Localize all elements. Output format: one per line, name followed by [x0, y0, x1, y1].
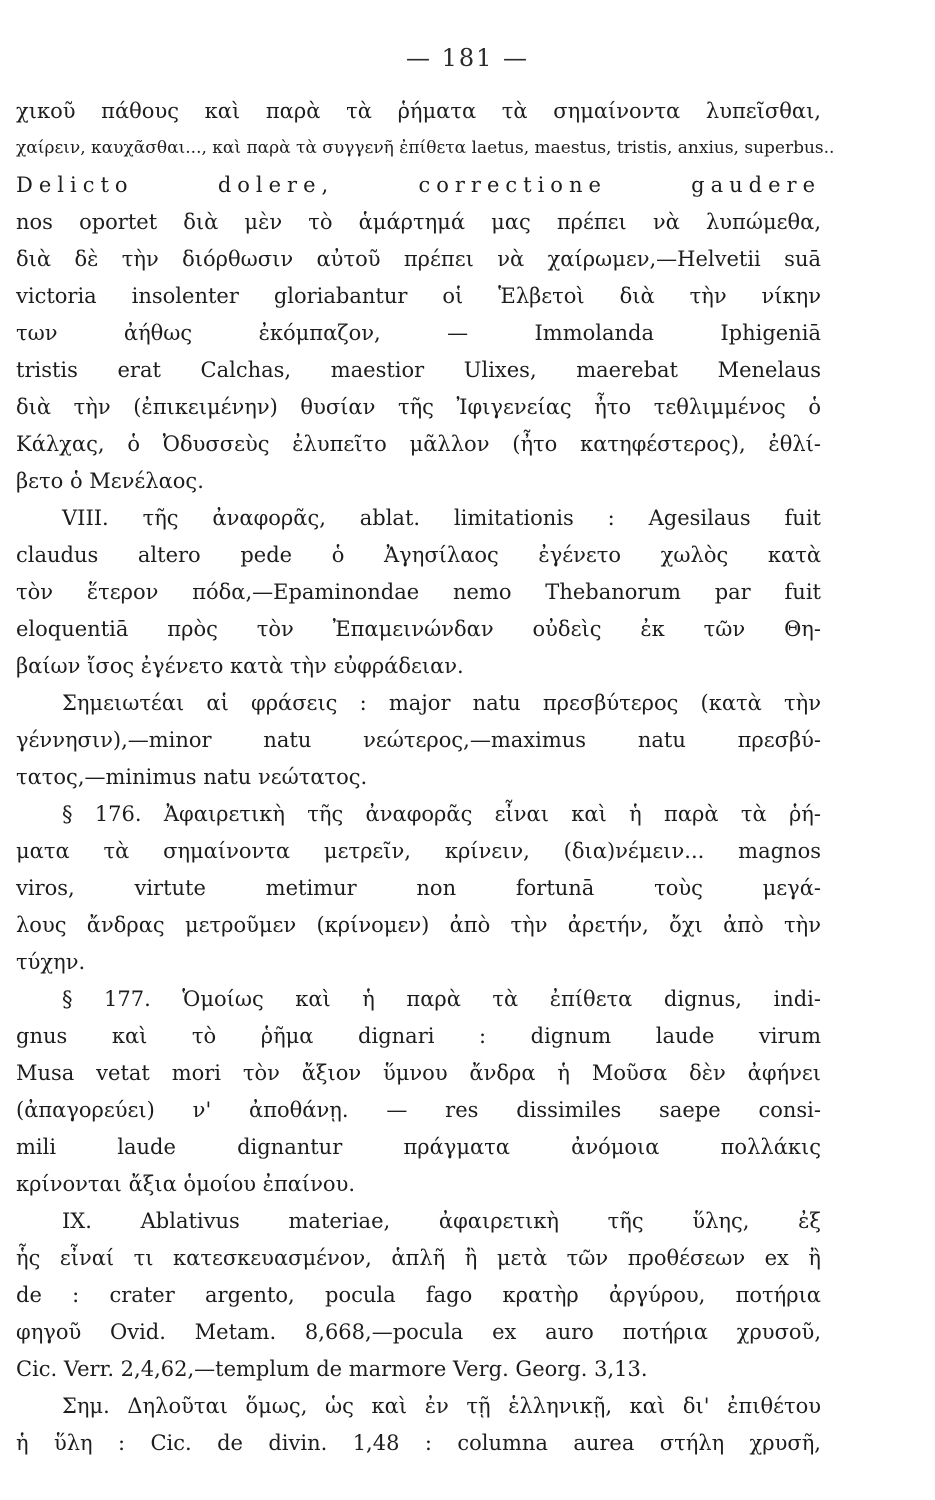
text-line: διὰ δὲ τὴν διόρθωσιν αὐτοῦ πρέπει νὰ χαίρωμεν,—Helvetii suā	[16, 247, 821, 271]
text-line: τύχην.	[16, 950, 86, 974]
text-line: nos oportet διὰ μὲν τὸ ἁμάρτημά μας πρέπει νὰ λυπώμεθα,	[16, 210, 821, 234]
text-line: κρίνονται ἄξια ὁμοίου ἐπαίνου.	[16, 1172, 356, 1196]
text-line: § 176. Ἀφαιρετικὴ τῆς ἀναφορᾶς εἶναι καὶ ἡ παρὰ τὰ ῥή-	[62, 802, 821, 826]
text-line: ἡ ὕλη : Cic. de divin. 1,48 : columna aurea στήλη χρυσῆ,	[16, 1431, 821, 1455]
text-line: de : crater argento, pocula fago κρατὴρ ἀργύρου, ποτήρια	[16, 1283, 821, 1307]
body-text	[16, 93, 835, 1462]
text-line: βετο ὁ Μενέλαος.	[16, 469, 204, 493]
text-line: Musa vetat mori τὸν ἄξιον ὕμνου ἄνδρα ἡ Μοῦσα δὲν ἀφήνει	[16, 1061, 821, 1085]
text-line: Κάλχας, ὁ Ὀδυσσεὺς ἐλυπεῖτο μᾶλλον (ἦτο κατηφέστερος), ἐθλί-	[16, 432, 821, 456]
text-line: λους ἄνδρας μετροῦμεν (κρίνομεν) ἀπὸ τὴν ἀρετήν, ὄχι ἀπὸ τὴν	[16, 913, 821, 937]
text-line: φηγοῦ Ovid. Metam. 8,668,—pocula ex auro ποτήρια χρυσοῦ,	[16, 1320, 821, 1344]
text-line: χικοῦ πάθους καὶ παρὰ τὰ ῥήματα τὰ σημαίνοντα λυπεῖσθαι,	[16, 99, 821, 123]
text-line: VIII. τῆς ἀναφορᾶς, ablat. limitationis : Agesilaus fuit	[62, 506, 821, 530]
text-line: Σημειωτέαι αἱ φράσεις : major natu πρεσβύτερος (κατὰ τὴν	[62, 691, 821, 715]
text-line: viros, virtute metimur non fortunā τοὺς μεγά-	[16, 876, 821, 900]
text-line: IX. Ablativus materiae, ἀφαιρετικὴ τῆς ὕλης, ἐξ	[62, 1209, 821, 1233]
text-line: (ἀπαγορεύει) ν' ἀποθάνῃ. — res dissimiles saepe consi-	[16, 1098, 821, 1122]
text-line: των ἀήθως ἐκόμπαζον, — Immolanda Iphigeniā	[16, 321, 821, 345]
text-line: tristis erat Calchas, maestior Ulixes, maerebat Menelaus	[16, 358, 821, 382]
page-number: — 181 —	[405, 44, 530, 72]
text-line: Delicto dolere, correctione gaudere	[16, 173, 821, 197]
text-line: βαίων ἴσος ἐγένετο κατὰ τὴν εὐφράδειαν.	[16, 654, 464, 678]
text-line: victoria insolenter gloriabantur οἱ Ἑλβετοὶ διὰ τὴν νίκην	[16, 284, 821, 308]
text-line: διὰ τὴν (ἐπικειμένην) θυσίαν τῆς Ἰφιγενείας ἦτο τεθλιμμένος ὁ	[16, 395, 821, 419]
text-line: Σημ. Δηλοῦται ὅμως, ὡς καὶ ἐν τῇ ἑλληνικῇ, καὶ δι' ἐπιθέτου	[62, 1394, 821, 1418]
text-line: τατος,—minimus natu νεώτατος.	[16, 765, 368, 789]
text-line: γέννησιν),—minor natu νεώτερος,—maximus natu πρεσβύ-	[16, 728, 821, 752]
text-line: ματα τὰ σημαίνοντα μετρεῖν, κρίνειν, (δια)νέμειν... magnos	[16, 839, 821, 863]
text-line: mili laude dignantur πράγματα ἀνόμοια πολλάκις	[16, 1135, 821, 1159]
text-line: § 177. Ὁμοίως καὶ ἡ παρὰ τὰ ἐπίθετα dignus, indi-	[62, 987, 821, 1011]
text-line: τὸν ἕτερον πόδα,—Epaminondae nemo Thebanorum par fuit	[16, 580, 821, 604]
text-line: ἧς εἶναί τι κατεσκευασμένον, ἁπλῆ ἢ μετὰ τῶν προθέσεων ex ἢ	[16, 1246, 821, 1270]
text-line: Cic. Verr. 2,4,62,—templum de marmore Verg. Georg. 3,13.	[16, 1357, 648, 1381]
text-line: eloquentiā πρὸς τὸν Ἐπαμεινώνδαν οὐδεὶς ἐκ τῶν Θη-	[16, 617, 821, 641]
text-line: χαίρειν, καυχᾶσθαι..., καὶ παρὰ τὰ συγγενῆ ἐπίθετα laetus, maestus, tristis, anxius, superbus..	[16, 138, 835, 158]
text-line: gnus καὶ τὸ ῥῆμα dignari : dignum laude virum	[16, 1024, 821, 1048]
text-line: claudus altero pede ὁ Ἀγησίλαος ἐγένετο χωλὸς κατὰ	[16, 543, 821, 567]
